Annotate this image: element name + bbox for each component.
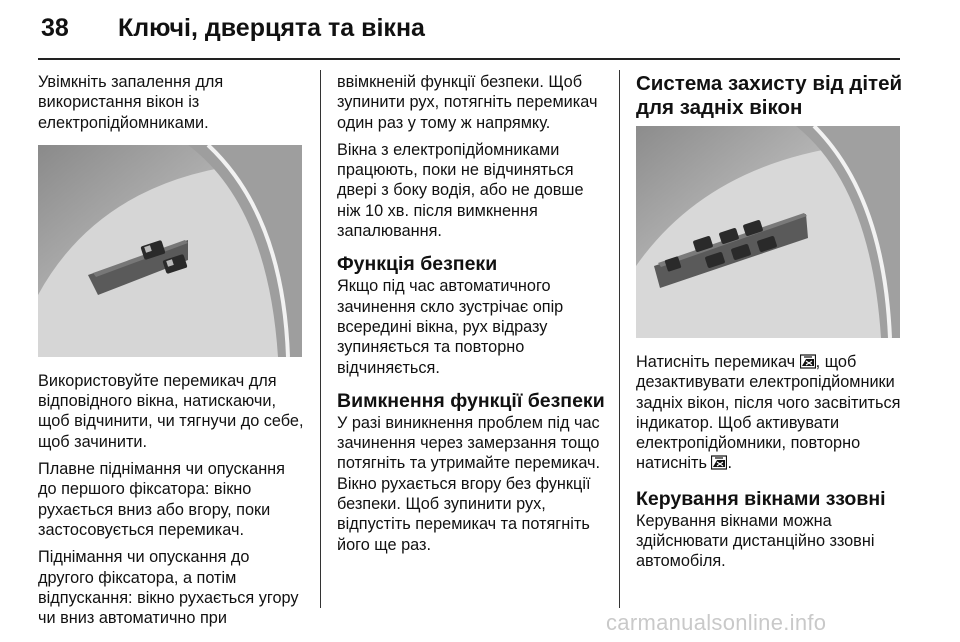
paragraph-ignition: Увімкніть запалення для використання вікон із електропідйомниками. (38, 73, 224, 132)
rear-window-lock-photo (636, 126, 900, 338)
paragraph-second-detent: Піднімання чи опускання до другого фіксатора, а потім відпускання: вікно рухається угору чи вниз автоматично при (38, 548, 299, 628)
watermark: carmanualsonline.info (606, 610, 827, 635)
child-lock-icon (711, 455, 727, 470)
page-header (0, 0, 960, 58)
column-1 (38, 72, 306, 635)
text-press-switch: Натисніть перемикач (636, 353, 800, 371)
page-title: Ключі, дверцята та вікна (118, 14, 425, 42)
paragraph-disable-safety: У разі виникнення проблем під час зачинення через замерзання тощо потягніть та утримайте перемикач. Вікно рухається вгору без функції безпеки. Щоб зупинити рух, відпустіть перемикач та потягніть його ще раз. (337, 413, 601, 554)
window-switch-photo (38, 145, 302, 357)
header-rule (38, 58, 900, 60)
text-deactivate: , щоб дезактивувати електропідйомники задніх вікон, після чого засвітиться індикатор. Щоб активувати електропідйомники, повторно натисніть (636, 353, 901, 473)
page-number: 38 (41, 14, 69, 42)
paragraph-use-switch: Використовуйте перемикач для відповідного вікна, натискаючи, щоб відчинити, чи тягнучи до себе, щоб зачинити. (38, 371, 304, 451)
paragraph-stop-movement: ввімкненій функції безпеки. Щоб зупинити рух, потягніть перемикач один раз у тому ж напрямку. (337, 73, 598, 132)
text-period: . (727, 454, 732, 473)
heading-disable-safety: Вимкнення функції безпеки (337, 389, 605, 412)
column-3 (636, 72, 904, 579)
paragraph-child-lock (636, 352, 904, 474)
heading-remote-control: Керування вікнами ззовні (636, 487, 886, 510)
child-lock-icon (800, 354, 816, 369)
paragraph-first-detent: Плавне піднімання чи опускання до першого фіксатора: вікно рухається вниз або вгору, поки застосовується перемикач. (38, 460, 285, 539)
heading-safety-function: Функція безпеки (337, 253, 498, 276)
column-divider (320, 70, 321, 608)
column-2 (337, 72, 605, 562)
column-divider (619, 70, 620, 608)
paragraph-remote-control: Керування вікнами можна здійснювати дистанційно ззовні автомобіля. (636, 511, 875, 571)
heading-child-lock: Система захисту від дітей для задніх вікон (636, 72, 903, 119)
paragraph-safety-function: Якщо під час автоматичного зачинення скло зустрічає опір всередині вікна, рух відразу зупиняється та повторно відчиняється. (337, 277, 564, 377)
paragraph-operation-time: Вікна з електропідйомниками працюють, поки не відчиняться двері з боку водія, або не довше ніж 10 хв. після вимкнення запалювання. (337, 140, 584, 241)
